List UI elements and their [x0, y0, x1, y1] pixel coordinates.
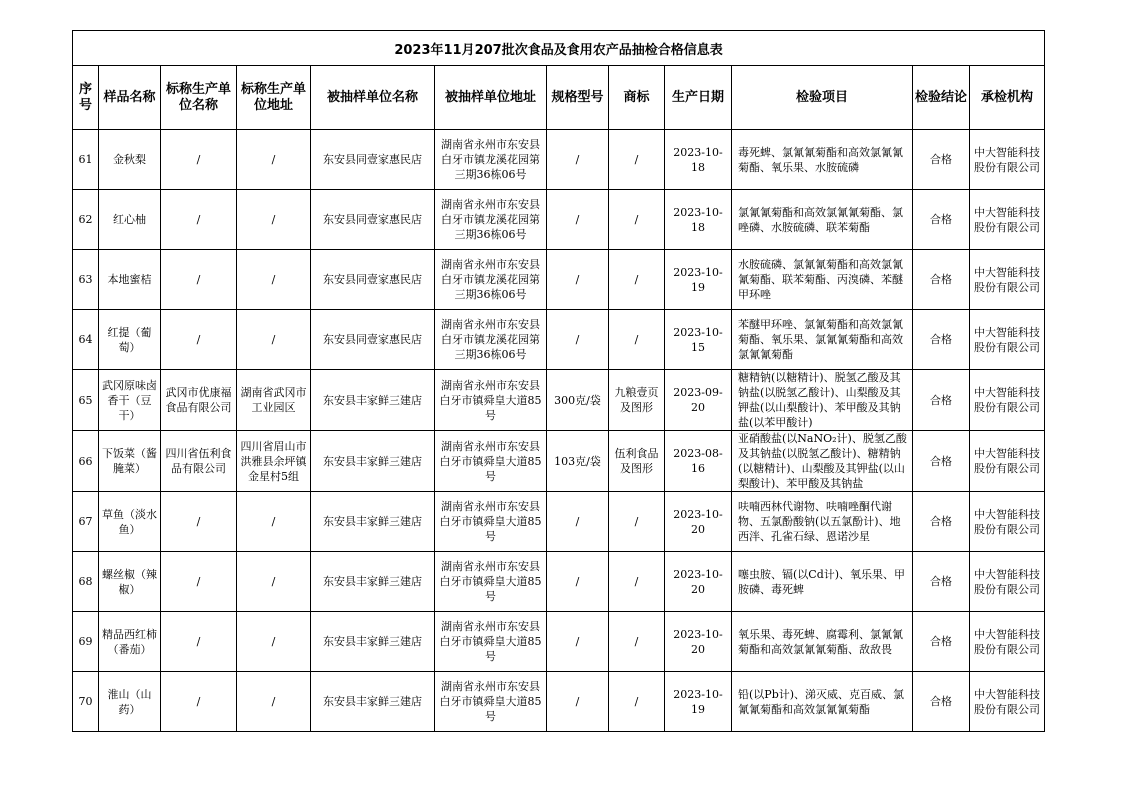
- cell-production-date: 2023-10-15: [665, 310, 732, 370]
- cell-test-items: 铅(以Pb计)、涕灭威、克百威、氯氰氰菊酯和高效氯氰氰菊酯: [732, 672, 913, 732]
- cell-production-date: 2023-10-18: [665, 130, 732, 190]
- cell-sample-name: 精品西红柿（番茄）: [99, 612, 161, 672]
- cell-sampled-unit-address: 湖南省永州市东安县白牙市镇龙溪花园第三期36栋06号: [435, 190, 547, 250]
- cell-sample-name: 下饭菜（酱腌菜）: [99, 431, 161, 492]
- col-header-spec: 规格型号: [547, 66, 609, 130]
- table-row: [73, 431, 1045, 492]
- cell-sampled-unit-name: 东安县同壹家惠民店: [311, 250, 435, 310]
- header-row: [73, 66, 1045, 130]
- cell-producer-address: 湖南省武冈市工业园区: [237, 370, 311, 431]
- cell-conclusion: 合格: [913, 190, 970, 250]
- table-row: [73, 310, 1045, 370]
- cell-spec: /: [547, 190, 609, 250]
- col-header-production-date: 生产日期: [665, 66, 732, 130]
- cell-producer-address: /: [237, 310, 311, 370]
- cell-sampled-unit-address: 湖南省永州市东安县白牙市镇龙溪花园第三期36栋06号: [435, 310, 547, 370]
- cell-sampled-unit-name: 东安县丰家鲜三建店: [311, 552, 435, 612]
- col-header-sample-name: 样品名称: [99, 66, 161, 130]
- cell-sampled-unit-name: 东安县同壹家惠民店: [311, 190, 435, 250]
- cell-producer-address: /: [237, 552, 311, 612]
- cell-sampled-unit-name: 东安县丰家鲜三建店: [311, 492, 435, 552]
- cell-sampled-unit-address: 湖南省永州市东安县白牙市镇舜皇大道85号: [435, 492, 547, 552]
- table-row: [73, 552, 1045, 612]
- cell-test-items: 亚硝酸盐(以NaNO₂计)、脱氢乙酸及其钠盐(以脱氢乙酸计)、糖精钠(以糖精计)、山梨酸及其钾盐(以山梨酸计)、苯甲酸及其钠盐: [732, 431, 913, 492]
- cell-trademark: /: [609, 130, 665, 190]
- cell-producer-address: /: [237, 250, 311, 310]
- cell-sampled-unit-address: 湖南省永州市东安县白牙市镇舜皇大道85号: [435, 672, 547, 732]
- cell-sample-name: 红提（葡萄）: [99, 310, 161, 370]
- cell-conclusion: 合格: [913, 370, 970, 431]
- cell-inspection-agency: 中大智能科技股份有限公司: [970, 612, 1045, 672]
- cell-test-items: 噻虫胺、镉(以Cd计)、氧乐果、甲胺磷、毒死蜱: [732, 552, 913, 612]
- cell-conclusion: 合格: [913, 310, 970, 370]
- cell-sampled-unit-address: 湖南省永州市东安县白牙市镇龙溪花园第三期36栋06号: [435, 250, 547, 310]
- cell-sampled-unit-name: 东安县丰家鲜三建店: [311, 672, 435, 732]
- cell-sampled-unit-name: 东安县丰家鲜三建店: [311, 612, 435, 672]
- cell-production-date: 2023-10-18: [665, 190, 732, 250]
- cell-sampled-unit-name: 东安县丰家鲜三建店: [311, 431, 435, 492]
- cell-production-date: 2023-09-20: [665, 370, 732, 431]
- cell-conclusion: 合格: [913, 492, 970, 552]
- cell-inspection-agency: 中大智能科技股份有限公司: [970, 130, 1045, 190]
- cell-index: 68: [73, 552, 99, 612]
- cell-production-date: 2023-10-20: [665, 492, 732, 552]
- cell-conclusion: 合格: [913, 250, 970, 310]
- col-header-producer-address: 标称生产单位地址: [237, 66, 311, 130]
- cell-spec: /: [547, 250, 609, 310]
- cell-sampled-unit-address: 湖南省永州市东安县白牙市镇舜皇大道85号: [435, 370, 547, 431]
- cell-sample-name: 金秋梨: [99, 130, 161, 190]
- cell-inspection-agency: 中大智能科技股份有限公司: [970, 250, 1045, 310]
- cell-inspection-agency: 中大智能科技股份有限公司: [970, 370, 1045, 431]
- cell-index: 61: [73, 130, 99, 190]
- cell-index: 64: [73, 310, 99, 370]
- cell-trademark: /: [609, 672, 665, 732]
- cell-spec: 103克/袋: [547, 431, 609, 492]
- col-header-test-items: 检验项目: [732, 66, 913, 130]
- cell-spec: /: [547, 492, 609, 552]
- table-row: [73, 370, 1045, 431]
- table-row: [73, 612, 1045, 672]
- cell-test-items: 氧乐果、毒死蜱、腐霉利、氯氰氰菊酯和高效氯氰氰菊酯、敌敌畏: [732, 612, 913, 672]
- cell-trademark: 九粮壹页及图形: [609, 370, 665, 431]
- cell-conclusion: 合格: [913, 130, 970, 190]
- cell-producer-name: /: [161, 612, 237, 672]
- cell-production-date: 2023-10-20: [665, 552, 732, 612]
- cell-sampled-unit-name: 东安县同壹家惠民店: [311, 310, 435, 370]
- cell-production-date: 2023-10-19: [665, 672, 732, 732]
- cell-conclusion: 合格: [913, 552, 970, 612]
- cell-producer-address: /: [237, 130, 311, 190]
- cell-sample-name: 草鱼（淡水鱼）: [99, 492, 161, 552]
- cell-conclusion: 合格: [913, 612, 970, 672]
- inspection-table: [72, 30, 1045, 732]
- col-header-conclusion: 检验结论: [913, 66, 970, 130]
- cell-test-items: 毒死蜱、氯氰氰菊酯和高效氯氰氰菊酯、氧乐果、水胺硫磷: [732, 130, 913, 190]
- cell-production-date: 2023-08-16: [665, 431, 732, 492]
- cell-producer-name: /: [161, 552, 237, 612]
- cell-sample-name: 红心柚: [99, 190, 161, 250]
- table-row: [73, 130, 1045, 190]
- cell-trademark: /: [609, 310, 665, 370]
- cell-sample-name: 螺丝椒（辣椒）: [99, 552, 161, 612]
- cell-spec: /: [547, 552, 609, 612]
- cell-inspection-agency: 中大智能科技股份有限公司: [970, 190, 1045, 250]
- table-title: 2023年11月207批次食品及食用农产品抽检合格信息表: [73, 31, 1045, 66]
- cell-test-items: 水胺硫磷、氯氰氰菊酯和高效氯氰氰菊酯、联苯菊酯、丙溴磷、苯醚甲环唑: [732, 250, 913, 310]
- cell-producer-name: /: [161, 130, 237, 190]
- cell-production-date: 2023-10-20: [665, 612, 732, 672]
- cell-sampled-unit-address: 湖南省永州市东安县白牙市镇龙溪花园第三期36栋06号: [435, 130, 547, 190]
- table-body: [73, 130, 1045, 732]
- cell-index: 70: [73, 672, 99, 732]
- cell-spec: /: [547, 672, 609, 732]
- cell-index: 62: [73, 190, 99, 250]
- cell-trademark: /: [609, 190, 665, 250]
- cell-inspection-agency: 中大智能科技股份有限公司: [970, 310, 1045, 370]
- cell-sampled-unit-name: 东安县同壹家惠民店: [311, 130, 435, 190]
- col-header-sampled-unit-name: 被抽样单位名称: [311, 66, 435, 130]
- col-header-sampled-unit-address: 被抽样单位地址: [435, 66, 547, 130]
- table-row: [73, 190, 1045, 250]
- cell-index: 65: [73, 370, 99, 431]
- cell-test-items: 氯氰氰菊酯和高效氯氰氰菊酯、氯唑磷、水胺硫磷、联苯菊酯: [732, 190, 913, 250]
- cell-trademark: /: [609, 552, 665, 612]
- cell-spec: 300克/袋: [547, 370, 609, 431]
- cell-trademark: /: [609, 492, 665, 552]
- cell-index: 67: [73, 492, 99, 552]
- cell-conclusion: 合格: [913, 431, 970, 492]
- table-row: [73, 492, 1045, 552]
- cell-test-items: 苯醚甲环唑、氯氰菊酯和高效氯氰菊酯、氧乐果、氯氰氰菊酯和高效氯氰氰菊酯: [732, 310, 913, 370]
- col-header-trademark: 商标: [609, 66, 665, 130]
- cell-producer-name: /: [161, 492, 237, 552]
- cell-spec: /: [547, 310, 609, 370]
- table-row: [73, 672, 1045, 732]
- cell-trademark: 伍利食品及图形: [609, 431, 665, 492]
- cell-producer-name: /: [161, 310, 237, 370]
- cell-producer-name: 四川省伍利食品有限公司: [161, 431, 237, 492]
- cell-index: 69: [73, 612, 99, 672]
- cell-sampled-unit-name: 东安县丰家鲜三建店: [311, 370, 435, 431]
- cell-inspection-agency: 中大智能科技股份有限公司: [970, 431, 1045, 492]
- cell-index: 66: [73, 431, 99, 492]
- cell-sampled-unit-address: 湖南省永州市东安县白牙市镇舜皇大道85号: [435, 552, 547, 612]
- table-row: [73, 250, 1045, 310]
- col-header-index: 序号: [73, 66, 99, 130]
- cell-sample-name: 本地蜜桔: [99, 250, 161, 310]
- cell-inspection-agency: 中大智能科技股份有限公司: [970, 552, 1045, 612]
- cell-trademark: /: [609, 250, 665, 310]
- cell-index: 63: [73, 250, 99, 310]
- cell-producer-address: 四川省眉山市洪雅县余坪镇金星村5组: [237, 431, 311, 492]
- cell-trademark: /: [609, 612, 665, 672]
- cell-sampled-unit-address: 湖南省永州市东安县白牙市镇舜皇大道85号: [435, 612, 547, 672]
- col-header-producer-name: 标称生产单位名称: [161, 66, 237, 130]
- cell-sample-name: 淮山（山药）: [99, 672, 161, 732]
- cell-producer-address: /: [237, 492, 311, 552]
- cell-spec: /: [547, 612, 609, 672]
- cell-sampled-unit-address: 湖南省永州市东安县白牙市镇舜皇大道85号: [435, 431, 547, 492]
- col-header-inspection-agency: 承检机构: [970, 66, 1045, 130]
- cell-test-items: 呋喃西林代谢物、呋喃唑酮代谢物、五氯酚酸钠(以五氯酚计)、地西泮、孔雀石绿、恩诺沙星: [732, 492, 913, 552]
- cell-producer-name: /: [161, 250, 237, 310]
- cell-producer-address: /: [237, 672, 311, 732]
- cell-producer-address: /: [237, 612, 311, 672]
- cell-spec: /: [547, 130, 609, 190]
- cell-inspection-agency: 中大智能科技股份有限公司: [970, 492, 1045, 552]
- cell-test-items: 糖精钠(以糖精计)、脱氢乙酸及其钠盐(以脱氢乙酸计)、山梨酸及其钾盐(以山梨酸计)、苯甲酸及其钠盐(以苯甲酸计): [732, 370, 913, 431]
- cell-producer-name: /: [161, 672, 237, 732]
- cell-producer-address: /: [237, 190, 311, 250]
- cell-production-date: 2023-10-19: [665, 250, 732, 310]
- cell-conclusion: 合格: [913, 672, 970, 732]
- cell-sample-name: 武冈原味卤香干（豆干）: [99, 370, 161, 431]
- cell-inspection-agency: 中大智能科技股份有限公司: [970, 672, 1045, 732]
- cell-producer-name: /: [161, 190, 237, 250]
- cell-producer-name: 武冈市优康福食品有限公司: [161, 370, 237, 431]
